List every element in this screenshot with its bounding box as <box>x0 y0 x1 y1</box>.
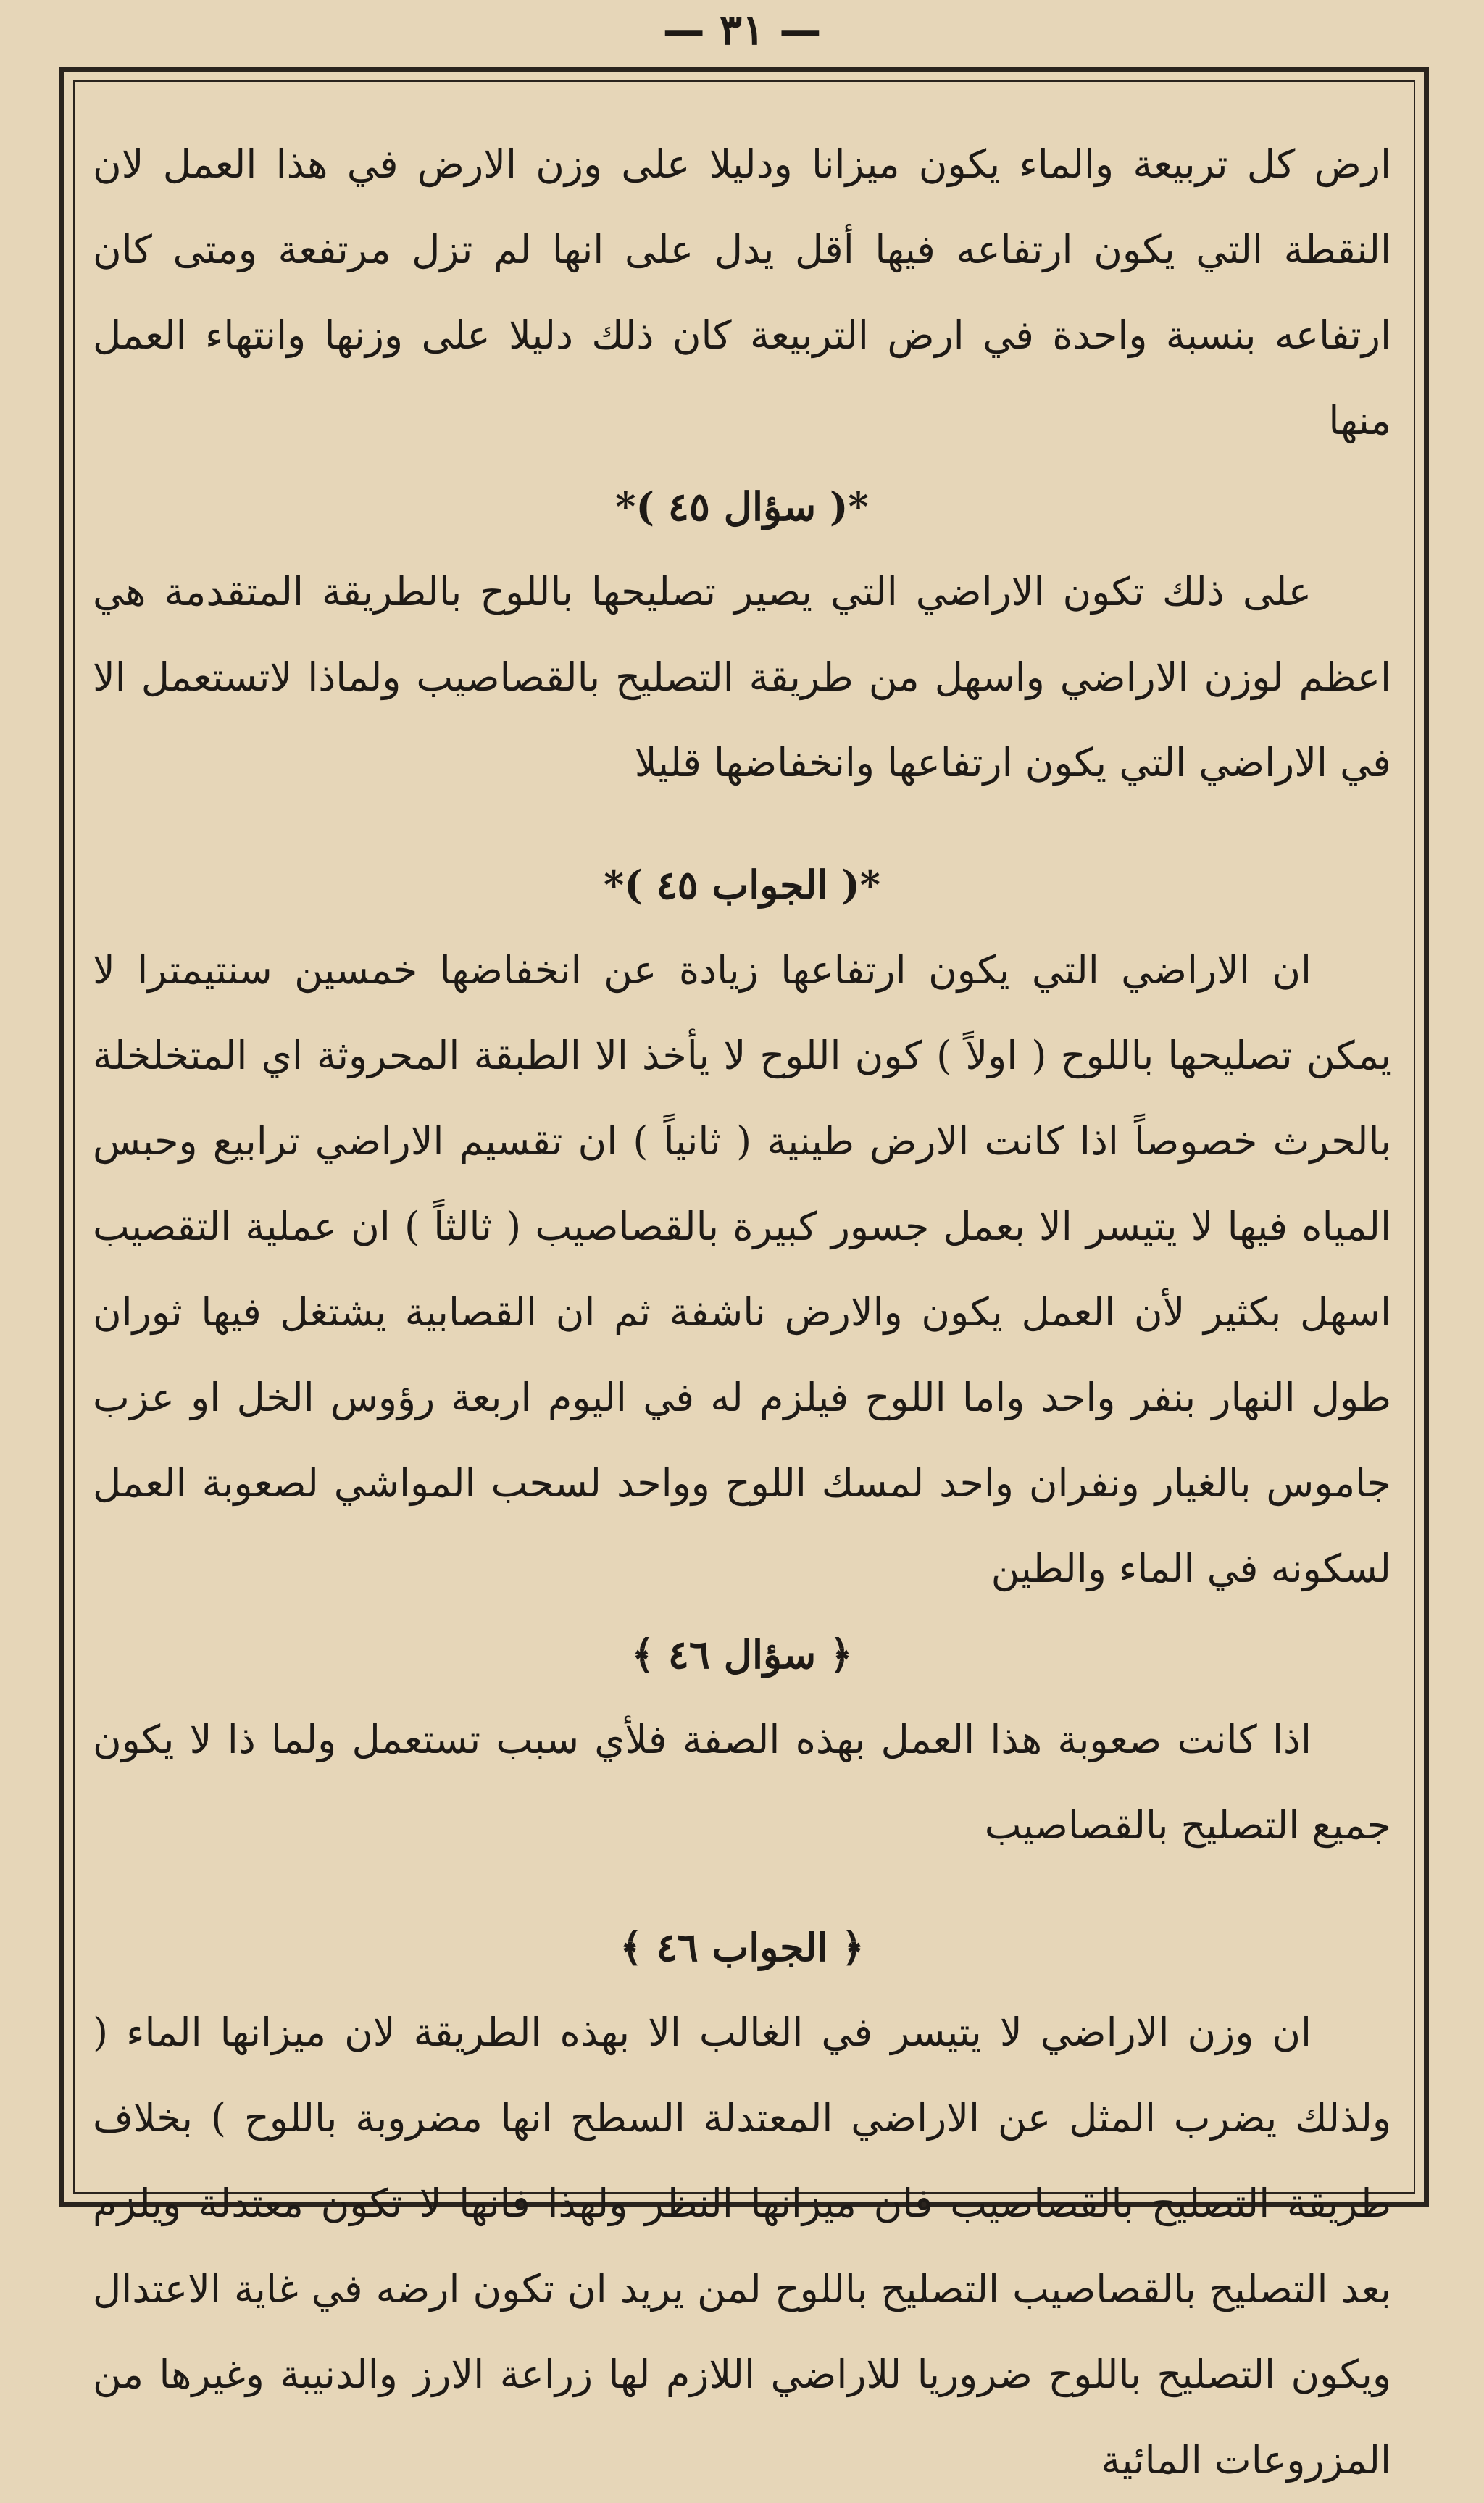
question-46-text: اذا كانت صعوبة هذا العمل بهذه الصفة فلأي سبب تستعمل ولما ذا لا يكون جميع التصليح بالقصاصيب <box>93 1717 1391 1848</box>
question-46-heading: ﴿ سؤال ٤٦ ﴾ <box>631 1631 853 1678</box>
answer-46-heading: ﴿ الجواب ٤٦ ﴾ <box>620 1924 864 1970</box>
question-45-text: على ذلك تكون الاراضي التي يصير تصليحها باللوح بالطريقة المتقدمة هي اعظم لوزن الاراضي واسهل من طريقة التصليح بالقصاصيب ولماذا لاتستعمل الا في الاراضي التي يكون ارتفاعها وانخفاضها قليلا <box>93 569 1391 786</box>
question-45-heading: *( سؤال ٤٥ )* <box>615 483 869 530</box>
page-text <box>93 122 1391 2483</box>
paragraph-continuation: ارض كل تربيعة والماء يكون ميزانا ودليلا على وزن الارض في هذا العمل لان النقطة التي يكون ارتفاعه فيها أقل يدل على انها لم تزل مرتفعة ومتى كان ارتفاعه بنسبة واحدة في ارض التربيعة كان ذلك دليلا على وزنها وانتهاء العمل منها <box>93 141 1391 443</box>
answer-45-text: ان الاراضي التي يكون ارتفاعها زيادة عن انخفاضها خمسين سنتيمترا لا يمكن تصليحها باللوح ( اولاً ) كون اللوح لا يأخذ الا الطبقة المحروثة اي المتخلخلة بالحرث خصوصاً اذا كانت الارض طينية ( ثانياً ) ان تقسيم الاراضي ترابيع وحبس المياه فيها لا يتيسر الا بعمل جسور كبيرة بالقصاصيب ( ثالثاً ) ان عملية التقصيب اسهل بكثير لأن العمل يكون والارض ناشفة ثم ان القصابية يشتغل فيها ثوران طول النهار بنفر واحد واما اللوح فيلزم له في اليوم اربعة رؤوس الخل او عزب جاموس بالغيار ونفران واحد لمسك اللوح وواحد لسحب المواشي لصعوبة العمل لسكونه في الماء والطين <box>93 947 1391 1591</box>
page-number: — ٣١ — <box>662 5 822 54</box>
answer-46-text: ان وزن الاراضي لا يتيسر في الغالب الا بهذه الطريقة لان ميزانها الماء ( ولذلك يضرب المثل عن الاراضي المعتدلة السطح انها مضروبة باللوح ) بخلاف طريقة التصليح بالقصاصيب فان ميزانها النظر ولهذا فانها لا تكون معتدلة ويلزم بعد التصليح بالقصاصيب التصليح باللوح لمن يريد ان تكون ارضه في غاية الاعتدال ويكون التصليح باللوح ضروريا للاراضي اللازم لها زراعة الارز والدنيبة وغيرها من المزروعات المائية <box>93 2010 1391 2483</box>
answer-45-heading: *( الجواب ٤٥ )* <box>603 862 881 908</box>
